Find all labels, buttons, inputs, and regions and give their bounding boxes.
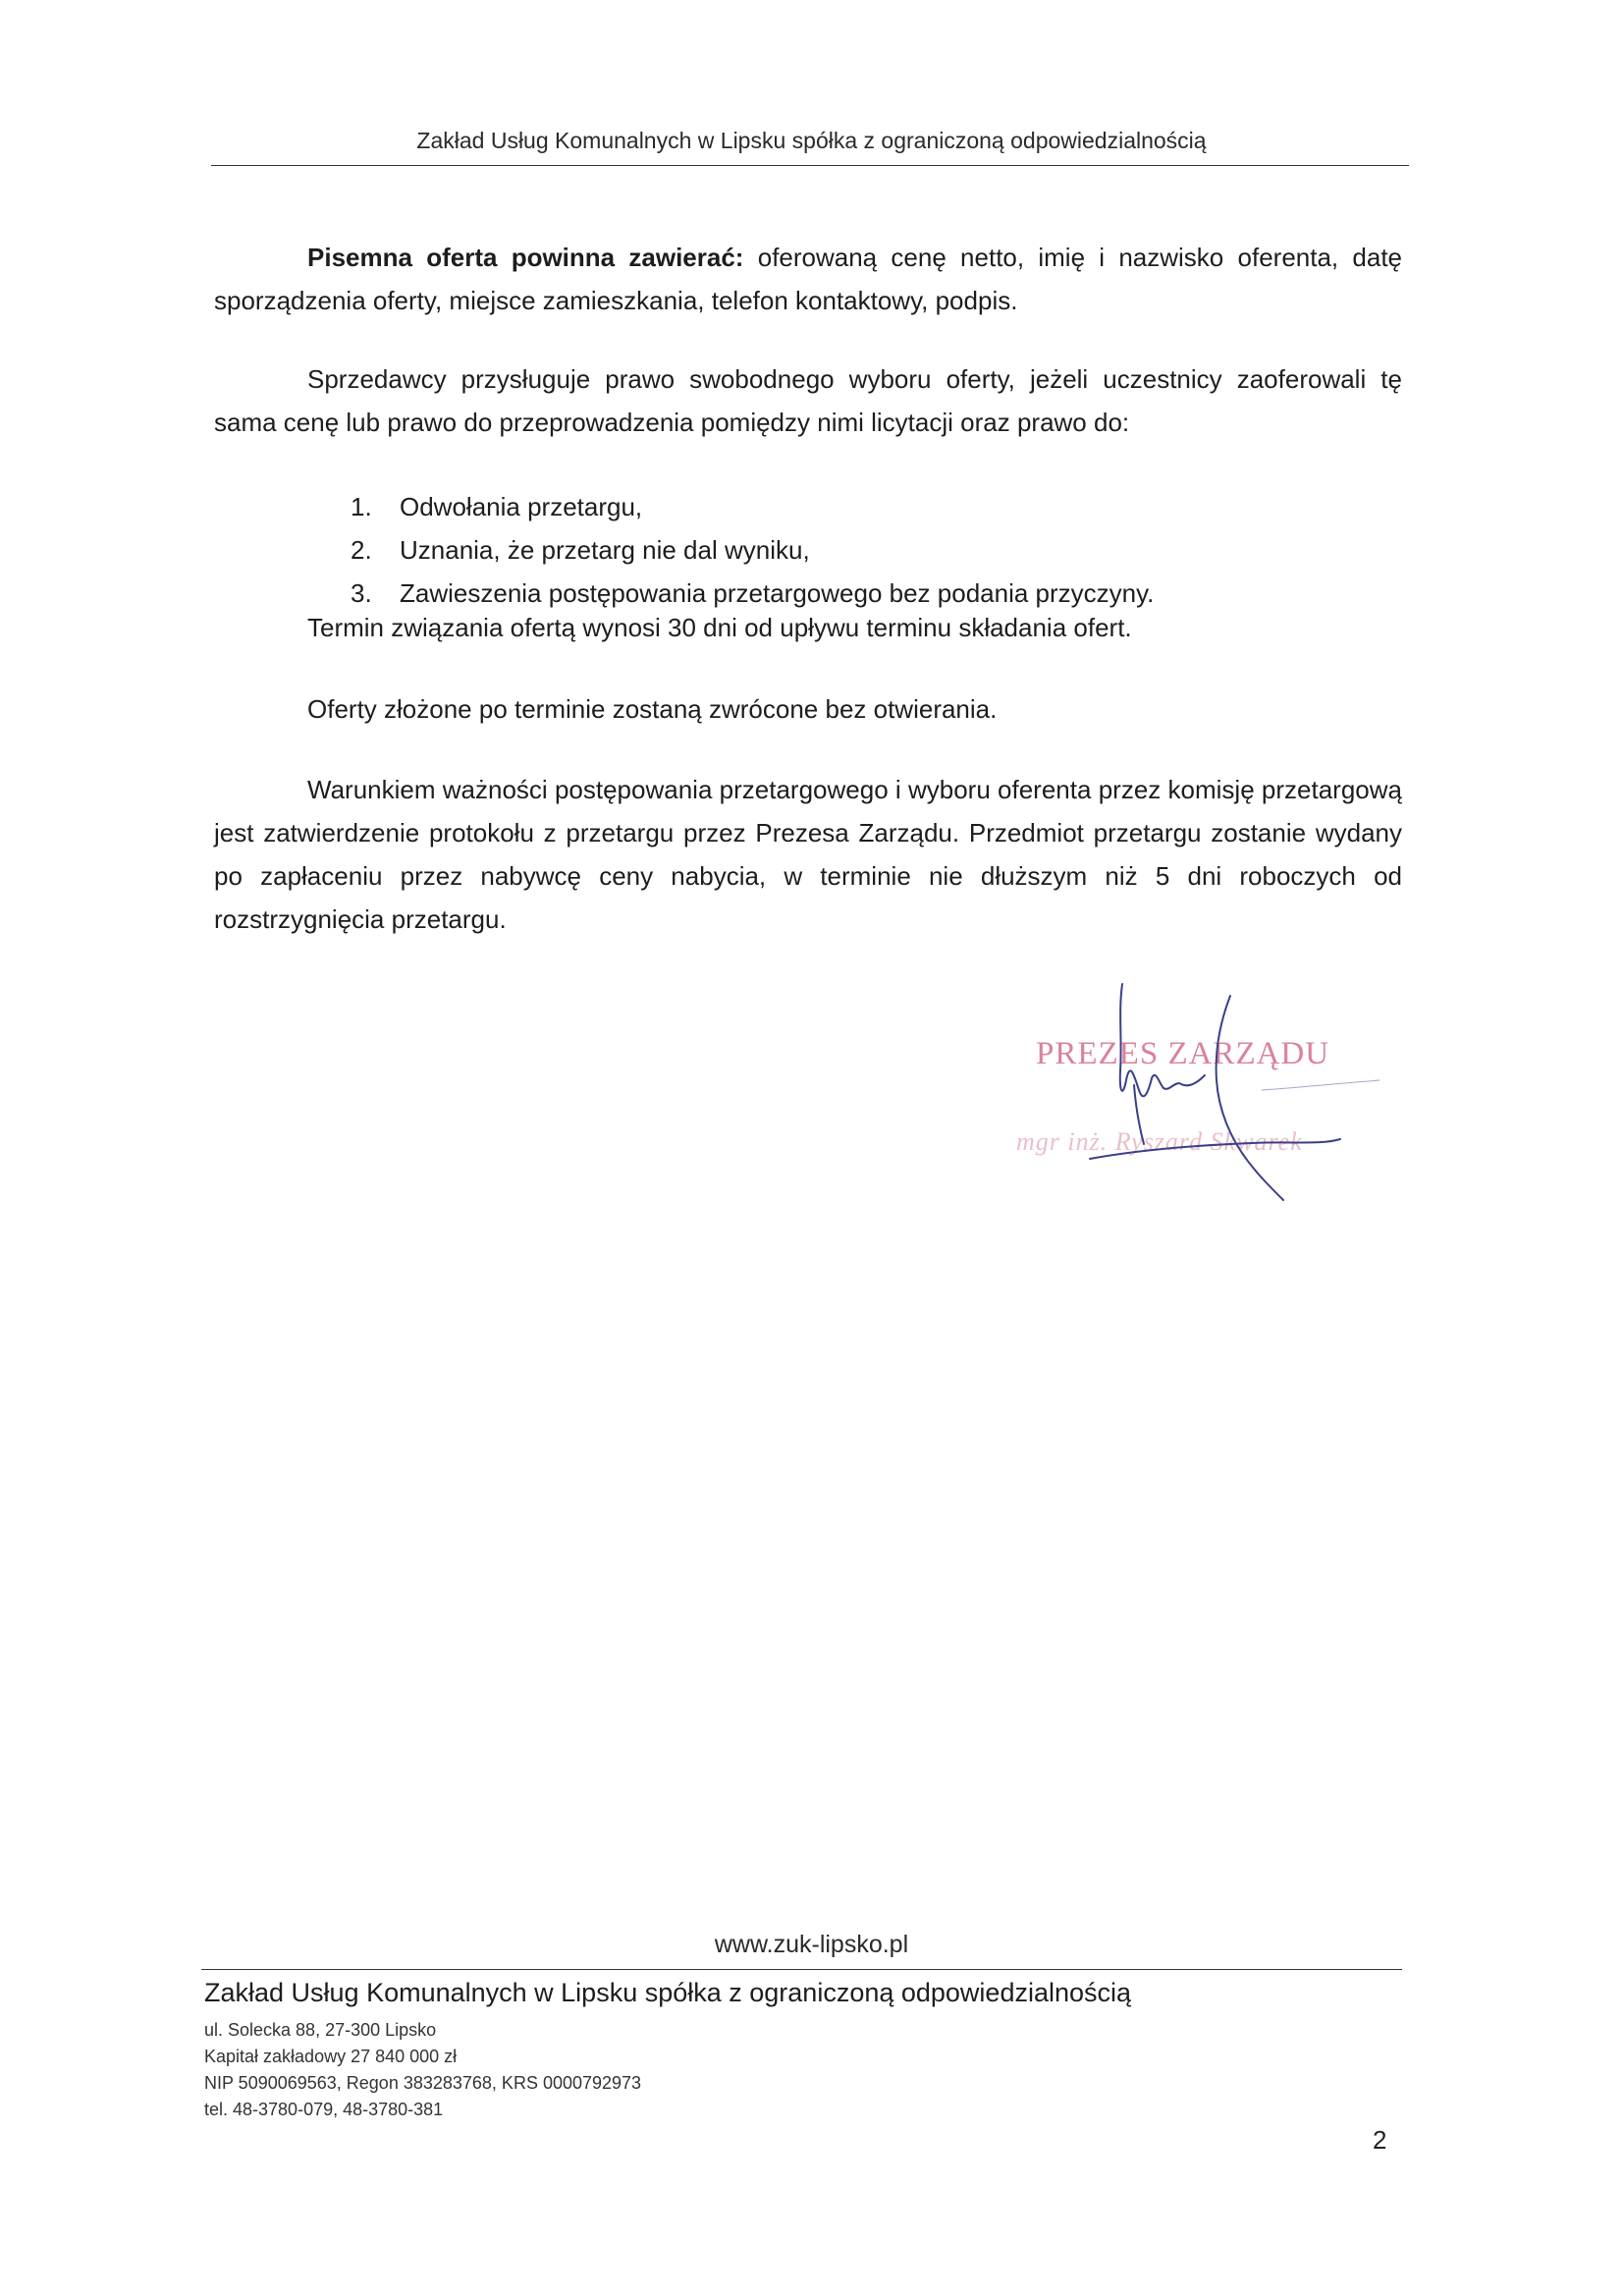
paragraph-validity-conditions <box>214 768 1402 941</box>
list-item-number: 1. <box>351 492 372 521</box>
footer-capital: Kapitał zakładowy 27 840 000 zł <box>204 2047 458 2066</box>
paragraph-offer-contents <box>214 236 1402 322</box>
offer-contents-text: oferowaną cenę netto, imię i nazwisko oferenta, datę sporządzenia oferty, miejsce zamieszkania, telefon kontaktowy, podpis. <box>214 243 1403 315</box>
list-item-number: 3. <box>351 578 372 608</box>
footer-registration-ids: NIP 5090069563, Regon 383283768, KRS 0000792973 <box>204 2073 642 2093</box>
footer-divider <box>201 1969 1402 1970</box>
list-item <box>351 485 1154 528</box>
list-item-number: 2. <box>351 535 372 565</box>
list-item <box>351 528 1154 572</box>
list-item-text: Zawieszenia postępowania przetargowego bez podania przyczyny. <box>400 578 1155 608</box>
handwritten-signature-icon <box>997 982 1409 1257</box>
list-item-text: Odwołania przetargu, <box>400 492 643 521</box>
footer-website: www.zuk-lipsko.pl <box>714 1931 909 1958</box>
footer-address: ul. Solecka 88, 27-300 Lipsko <box>204 2020 437 2040</box>
late-offers-text: Oferty złożone po terminie zostaną zwrócone bez otwierania. <box>307 694 998 724</box>
paragraph-seller-rights <box>214 357 1402 444</box>
header-company-name: Zakład Usług Komunalnych w Lipsku spółka z ograniczoną odpowiedzialnością <box>416 128 1207 153</box>
paragraph-late-offers <box>214 687 1402 731</box>
signature-stamp-area <box>997 982 1409 1257</box>
rights-list <box>351 485 1154 615</box>
offer-contents-lead: Pisemna oferta powinna zawierać: <box>307 243 744 272</box>
seller-rights-text: Sprzedawcy przysługuje prawo swobodnego wyboru oferty, jeżeli uczestnicy zaoferowali tę sama cenę lub prawo do przeprowadzenia pomiędzy nimi licytacji oraz prawo do: <box>214 364 1402 437</box>
binding-period-text: Termin związania ofertą wynosi 30 dni od upływu terminu składania ofert. <box>307 613 1132 642</box>
stamp-name: mgr inż. Ryszard Skwarek <box>1016 1127 1303 1156</box>
list-item-text: Uznania, że przetarg nie dal wyniku, <box>400 535 810 565</box>
header-divider <box>211 165 1409 166</box>
page-number: 2 <box>1373 2125 1387 2155</box>
paragraph-binding-period <box>214 606 1402 649</box>
stamp-title: PREZES ZARZĄDU <box>1036 1036 1330 1071</box>
footer-company-name: Zakład Usług Komunalnych w Lipsku spółka z ograniczoną odpowiedzialnością <box>204 1978 1132 2007</box>
validity-conditions-text: Warunkiem ważności postępowania przetargowego i wyboru oferenta przez komisję przetargową jest zatwierdzenie protokołu z przetargu przez Prezesa Zarządu. Przedmiot przetargu zostanie wydany po zapłaceniu przez nabywcę ceny nabycia, w terminie nie dłuższym niż 5 dni roboczych od rozstrzygnięcia przetargu. <box>214 775 1402 934</box>
footer-phone: tel. 48-3780-079, 48-3780-381 <box>204 2100 444 2119</box>
